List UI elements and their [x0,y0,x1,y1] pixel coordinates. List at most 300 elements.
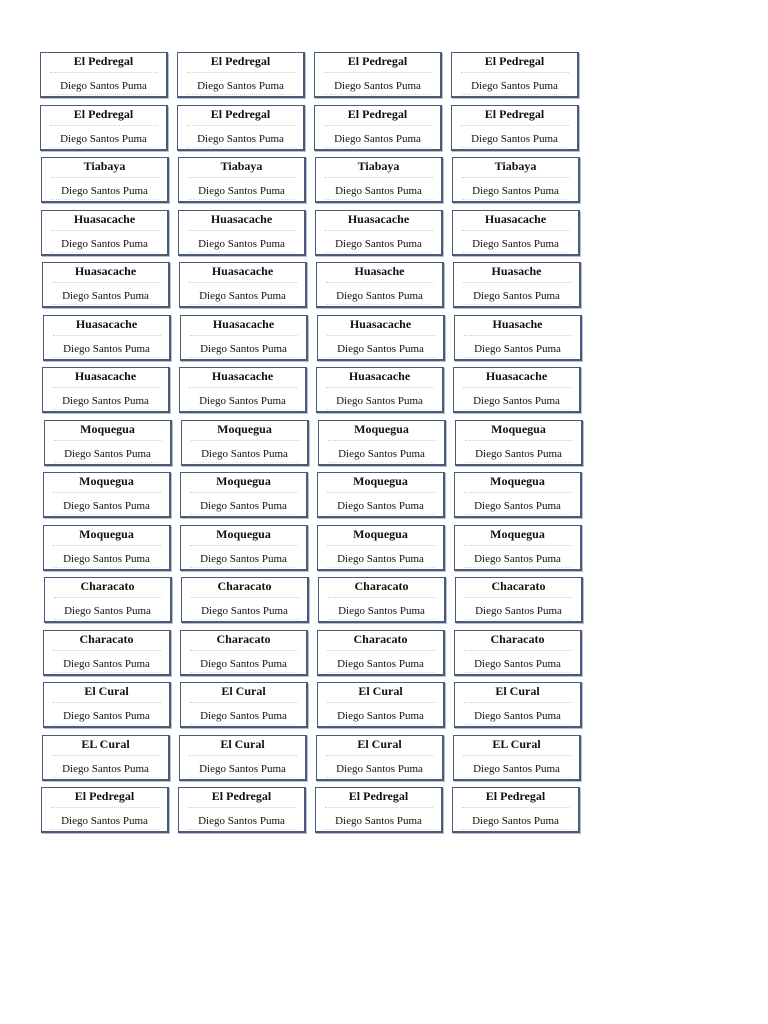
label-person-name: Diego Santos Puma [62,762,149,775]
address-label [181,577,309,623]
address-label [316,262,444,308]
dotted-rule [325,230,433,231]
label-person-name: Diego Santos Puma [198,185,285,197]
dotted-rule [464,702,572,703]
address-label [455,420,583,466]
dotted-rule [327,335,435,336]
address-label [317,630,445,676]
label-person-name: Diego Santos Puma [62,290,149,302]
address-label [40,105,168,151]
label-person-name: Diego Santos Puma [337,500,424,512]
dotted-rule [461,147,569,148]
label-person-name: Diego Santos Puma [474,500,561,512]
dotted-rule [51,230,159,231]
label-person-name: Diego Santos Puma [471,132,558,145]
label-place-name: Characato [353,631,408,646]
label-person-name: Diego Santos Puma [335,237,422,250]
dotted-rule [52,755,160,756]
label-person-name: Diego Santos Puma [201,447,288,460]
dotted-rule [52,387,160,388]
dotted-rule [187,72,295,73]
dotted-rule [463,282,571,283]
label-sheet [40,52,588,840]
label-person-name: Diego Santos Puma [474,552,561,565]
label-person-name: Diego Santos Puma [200,710,287,722]
dotted-rule [327,545,435,546]
label-person-name: Diego Santos Puma [337,552,424,565]
label-place-name: Moquegua [490,526,545,541]
dotted-rule [465,619,573,620]
label-person-name: Diego Santos Puma [63,657,150,670]
label-row [40,105,588,158]
address-label [318,577,446,623]
label-person-name: Diego Santos Puma [474,710,561,722]
address-label [178,157,306,203]
address-label [315,210,443,256]
dotted-rule [326,409,434,410]
label-person-name: Diego Santos Puma [337,342,424,355]
dotted-rule [464,492,572,493]
dotted-rule [189,755,297,756]
label-person-name: Diego Santos Puma [63,342,150,355]
address-label [43,630,171,676]
dotted-rule [464,357,572,358]
address-label [180,472,308,518]
label-person-name: Diego Santos Puma [473,762,560,775]
label-person-name: Diego Santos Puma [337,657,424,670]
label-place-name: Huasache [354,264,405,278]
address-label [314,52,442,98]
address-label [317,315,445,361]
dotted-rule [191,619,299,620]
label-person-name: Diego Santos Puma [472,185,559,197]
address-label [316,367,444,413]
address-label [452,157,580,203]
label-place-name: El Pedregal [348,789,409,803]
label-person-name: Diego Santos Puma [62,395,149,407]
address-label [180,525,308,571]
address-label [43,472,171,518]
dotted-rule [462,252,570,253]
address-label [180,682,308,728]
label-place-name: Characato [490,631,545,646]
dotted-rule [190,724,298,725]
label-place-name: Moquegua [490,474,545,488]
dotted-rule [327,567,435,568]
label-person-name: Diego Santos Puma [63,710,150,722]
address-label [451,105,579,151]
label-person-name: Diego Santos Puma [471,80,558,92]
label-person-name: Diego Santos Puma [199,762,286,775]
label-place-name: El Cural [358,684,403,698]
label-place-name: Moquegua [216,526,271,541]
dotted-rule [464,545,572,546]
label-place-name: Moquegua [491,421,546,436]
label-person-name: Diego Santos Puma [201,605,288,617]
dotted-rule [190,357,298,358]
address-label [453,262,581,308]
label-place-name: Huasacache [349,316,412,331]
address-label [179,262,307,308]
label-person-name: Diego Santos Puma [474,342,561,355]
label-place-name: El Pedregal [484,106,545,121]
address-label [42,367,170,413]
address-label [317,525,445,571]
label-place-name: Characato [354,579,409,593]
dotted-rule [53,545,161,546]
label-place-name: El Pedregal [347,54,408,68]
label-person-name: Diego Santos Puma [63,500,150,512]
label-person-name: Diego Santos Puma [64,447,151,460]
dotted-rule [53,514,161,515]
label-person-name: Diego Santos Puma [200,552,287,565]
dotted-rule [327,514,435,515]
dotted-rule [327,492,435,493]
address-label [180,630,308,676]
address-label [177,52,305,98]
label-person-name: Diego Santos Puma [338,447,425,460]
label-place-name: Huasacache [74,264,137,278]
label-row [43,315,588,368]
dotted-rule [464,724,572,725]
dotted-rule [187,125,295,126]
dotted-rule [461,94,569,95]
label-row [40,52,588,105]
label-person-name: Diego Santos Puma [197,80,284,92]
dotted-rule [462,230,570,231]
address-label [454,472,582,518]
label-person-name: Diego Santos Puma [336,395,423,407]
dotted-rule [327,672,435,673]
address-label [41,787,169,833]
dotted-rule [189,282,297,283]
label-row [43,472,588,525]
dotted-rule [326,755,434,756]
dotted-rule [463,387,571,388]
address-label [455,577,583,623]
address-label [315,157,443,203]
dotted-rule [465,440,573,441]
dotted-rule [50,125,158,126]
dotted-rule [51,199,159,200]
label-place-name: Moquegua [353,474,408,488]
dotted-rule [187,94,295,95]
dotted-rule [463,409,571,410]
dotted-rule [188,199,296,200]
dotted-rule [464,335,572,336]
label-person-name: Diego Santos Puma [335,815,422,827]
address-label [316,735,444,781]
dotted-rule [188,177,296,178]
address-label [179,367,307,413]
label-place-name: El Pedregal [210,106,271,121]
label-place-name: El Pedregal [484,54,545,68]
label-person-name: Diego Santos Puma [200,342,287,355]
label-person-name: Diego Santos Puma [473,290,560,302]
dotted-rule [190,492,298,493]
dotted-rule [190,702,298,703]
address-label [43,525,171,571]
label-person-name: Diego Santos Puma [336,290,423,302]
label-place-name: Moquegua [80,421,135,436]
label-place-name: El Pedregal [210,54,271,68]
dotted-rule [54,462,162,463]
address-label [42,735,170,781]
label-place-name: Huasacache [348,369,411,383]
dotted-rule [325,807,433,808]
dotted-rule [464,567,572,568]
dotted-rule [462,807,570,808]
dotted-rule [325,177,433,178]
dotted-rule [190,567,298,568]
dotted-rule [53,724,161,725]
label-place-name: Moquegua [79,474,134,488]
label-place-name: Huasache [491,264,542,278]
dotted-rule [464,672,572,673]
label-place-name: Huasacache [211,369,274,383]
address-label [181,420,309,466]
dotted-rule [327,650,435,651]
address-label [318,420,446,466]
label-place-name: El Cural [495,684,540,698]
label-place-name: Characato [79,631,134,646]
dotted-rule [188,252,296,253]
label-person-name: Diego Santos Puma [199,395,286,407]
label-place-name: Tiabaya [83,159,126,173]
dotted-rule [462,829,570,830]
dotted-rule [465,462,573,463]
label-person-name: Diego Santos Puma [200,657,287,670]
label-place-name: El Cural [84,684,129,698]
dotted-rule [324,94,432,95]
label-person-name: Diego Santos Puma [475,605,562,617]
label-place-name: El Pedregal [73,54,134,68]
dotted-rule [189,777,297,778]
label-place-name: El Pedregal [347,106,408,121]
label-place-name: El Pedregal [485,789,546,803]
label-row [42,367,588,420]
dotted-rule [190,545,298,546]
label-person-name: Diego Santos Puma [200,500,287,512]
dotted-rule [187,147,295,148]
dotted-rule [189,387,297,388]
dotted-rule [328,619,436,620]
label-place-name: Huasacache [210,211,273,226]
dotted-rule [328,597,436,598]
label-person-name: Diego Santos Puma [334,132,421,145]
dotted-rule [328,462,436,463]
dotted-rule [51,252,159,253]
dotted-rule [189,304,297,305]
label-place-name: Characato [217,579,272,593]
dotted-rule [327,357,435,358]
label-place-name: Moquegua [216,474,271,488]
address-label [453,735,581,781]
address-label [452,787,580,833]
label-place-name: Moquegua [217,421,272,436]
address-label [179,735,307,781]
dotted-rule [51,829,159,830]
label-place-name: Characato [80,579,135,593]
dotted-rule [54,619,162,620]
dotted-rule [327,724,435,725]
dotted-rule [465,597,573,598]
label-place-name: El Cural [357,736,402,751]
dotted-rule [191,440,299,441]
dotted-rule [52,282,160,283]
dotted-rule [464,650,572,651]
address-label [42,262,170,308]
dotted-rule [325,829,433,830]
dotted-rule [53,357,161,358]
address-label [41,157,169,203]
dotted-rule [462,177,570,178]
dotted-rule [325,199,433,200]
dotted-rule [188,829,296,830]
dotted-rule [463,755,571,756]
label-place-name: EL Cural [81,736,130,751]
label-person-name: Diego Santos Puma [61,185,148,197]
label-row [42,262,588,315]
dotted-rule [189,409,297,410]
dotted-rule [461,125,569,126]
label-person-name: Diego Santos Puma [472,815,559,827]
label-place-name: Huasacache [211,264,274,278]
label-row [44,577,588,630]
dotted-rule [53,492,161,493]
dotted-rule [324,125,432,126]
address-label [178,787,306,833]
dotted-rule [328,440,436,441]
label-person-name: Diego Santos Puma [475,447,562,460]
label-person-name: Diego Santos Puma [474,657,561,670]
dotted-rule [54,597,162,598]
dotted-rule [191,597,299,598]
label-place-name: Moquegua [354,421,409,436]
label-place-name: Tiabaya [220,159,263,173]
label-person-name: Diego Santos Puma [60,132,147,145]
address-label [317,682,445,728]
address-label [317,472,445,518]
address-label [452,210,580,256]
address-label [41,210,169,256]
label-place-name: El Pedregal [73,106,134,121]
label-row [41,157,588,210]
address-label [180,315,308,361]
label-person-name: Diego Santos Puma [338,605,425,617]
dotted-rule [53,702,161,703]
dotted-rule [326,387,434,388]
label-person-name: Diego Santos Puma [337,710,424,722]
label-person-name: Diego Santos Puma [336,762,423,775]
label-place-name: Huasacache [485,369,548,383]
label-place-name: Huasacache [212,316,275,331]
label-place-name: Huasacache [74,369,137,383]
label-person-name: Diego Santos Puma [335,185,422,197]
dotted-rule [462,199,570,200]
address-label [43,315,171,361]
label-place-name: Huasacache [484,211,547,226]
label-person-name: Diego Santos Puma [63,552,150,565]
dotted-rule [51,177,159,178]
dotted-rule [188,807,296,808]
label-row [41,787,588,840]
dotted-rule [50,94,158,95]
label-person-name: Diego Santos Puma [61,237,148,250]
address-label [177,105,305,151]
label-row [41,210,588,263]
dotted-rule [190,672,298,673]
address-label [44,420,172,466]
label-person-name: Diego Santos Puma [473,395,560,407]
label-row [43,630,588,683]
label-person-name: Diego Santos Puma [64,605,151,617]
label-place-name: Tiabaya [494,159,537,173]
label-place-name: El Cural [221,684,266,698]
dotted-rule [52,304,160,305]
label-place-name: El Pedregal [74,789,135,803]
address-label [40,52,168,98]
dotted-rule [191,462,299,463]
label-person-name: Diego Santos Puma [472,237,559,250]
label-place-name: EL Cural [492,736,541,751]
label-row [44,420,588,473]
dotted-rule [51,807,159,808]
label-place-name: Chacarato [491,579,546,593]
address-label [454,315,582,361]
label-row [43,682,588,735]
label-place-name: Characato [216,631,271,646]
label-place-name: Huasacache [75,316,138,331]
label-place-name: Huasacache [347,211,410,226]
label-person-name: Diego Santos Puma [61,815,148,827]
label-row [43,525,588,578]
label-place-name: El Pedregal [211,789,272,803]
dotted-rule [190,514,298,515]
dotted-rule [326,777,434,778]
dotted-rule [461,72,569,73]
label-place-name: El Cural [220,736,265,751]
label-place-name: Moquegua [79,526,134,541]
dotted-rule [53,335,161,336]
dotted-rule [190,650,298,651]
dotted-rule [326,282,434,283]
dotted-rule [190,335,298,336]
dotted-rule [324,147,432,148]
dotted-rule [327,702,435,703]
dotted-rule [188,230,296,231]
dotted-rule [463,304,571,305]
dotted-rule [53,650,161,651]
label-place-name: Huasache [492,316,543,331]
dotted-rule [325,252,433,253]
label-person-name: Diego Santos Puma [334,80,421,92]
dotted-rule [53,567,161,568]
label-person-name: Diego Santos Puma [197,132,284,145]
dotted-rule [464,514,572,515]
label-place-name: Moquegua [353,526,408,541]
label-place-name: Huasacache [73,211,136,226]
label-row [42,735,588,788]
address-label [454,525,582,571]
dotted-rule [463,777,571,778]
dotted-rule [52,409,160,410]
dotted-rule [326,304,434,305]
address-label [43,682,171,728]
dotted-rule [50,72,158,73]
dotted-rule [53,672,161,673]
address-label [454,630,582,676]
